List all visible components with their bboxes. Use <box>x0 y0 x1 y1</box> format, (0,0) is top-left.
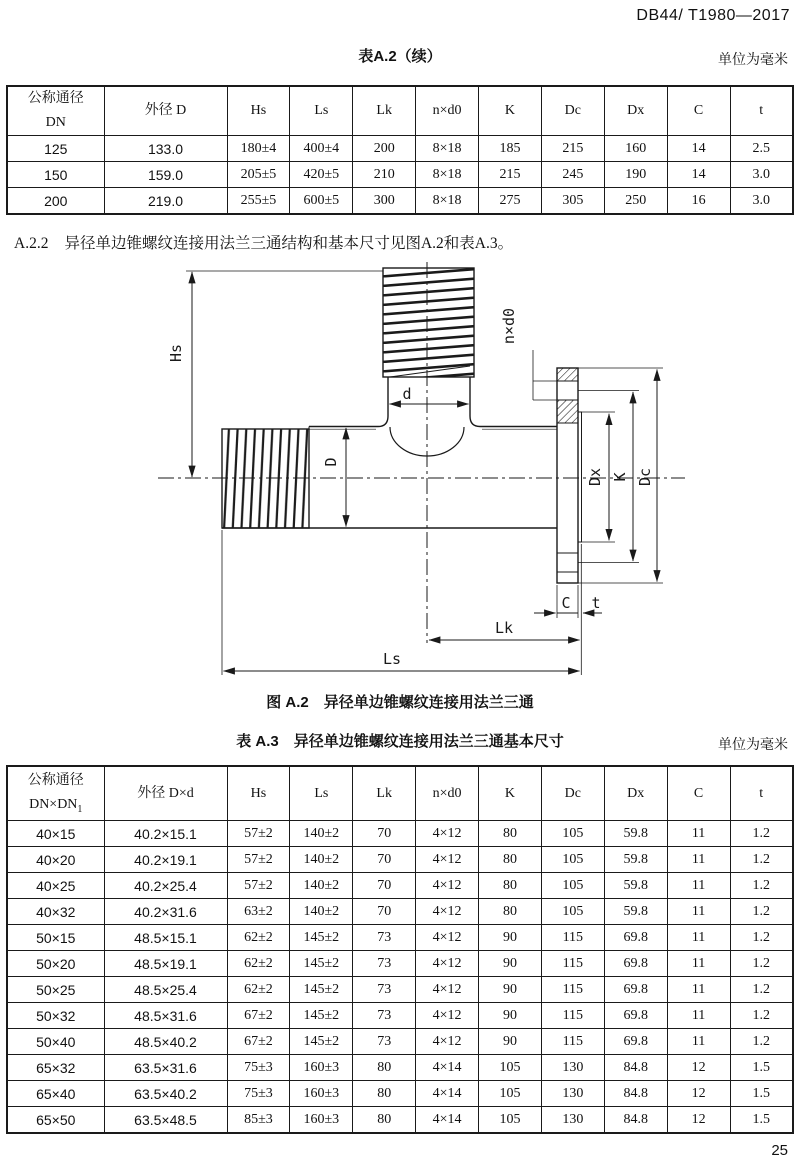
header-cell: Dc <box>541 86 604 136</box>
table-cell: 40×25 <box>7 873 104 899</box>
table-cell: 4×12 <box>416 951 479 977</box>
table-cell: 300 <box>353 188 416 215</box>
table-cell: 145±2 <box>290 951 353 977</box>
table-cell: 62±2 <box>227 977 290 1003</box>
table-cell: 1.2 <box>730 925 793 951</box>
table-cell: 4×12 <box>416 847 479 873</box>
table-cell: 63.5×31.6 <box>104 1055 227 1081</box>
table-cell: 40×32 <box>7 899 104 925</box>
table-cell: 140±2 <box>290 821 353 847</box>
dim-label-dc: Dc <box>636 467 654 487</box>
table-cell: 275 <box>479 188 542 215</box>
table-cell: 48.5×15.1 <box>104 925 227 951</box>
table-cell: 63±2 <box>227 899 290 925</box>
table-a2 <box>6 85 794 215</box>
table-cell: 80 <box>479 847 542 873</box>
table-cell: 57±2 <box>227 847 290 873</box>
table-cell: 4×12 <box>416 899 479 925</box>
table-cell: 150 <box>7 162 104 188</box>
table-cell: 69.8 <box>604 925 667 951</box>
table-row <box>7 1107 793 1134</box>
table-cell: 145±2 <box>290 1003 353 1029</box>
table-cell: 59.8 <box>604 873 667 899</box>
table-cell: 159.0 <box>104 162 227 188</box>
figure-a2-caption: 图 A.2 异径单边锥螺纹连接用法兰三通 <box>266 694 534 711</box>
table-cell: 11 <box>667 977 730 1003</box>
table-cell: 65×40 <box>7 1081 104 1107</box>
table-row <box>7 925 793 951</box>
table-cell: 12 <box>667 1055 730 1081</box>
table-cell: 11 <box>667 1029 730 1055</box>
page-number: 25 <box>771 1142 788 1159</box>
table-row <box>7 873 793 899</box>
table-cell: 12 <box>667 1081 730 1107</box>
table-cell: 40.2×25.4 <box>104 873 227 899</box>
table-cell: 50×20 <box>7 951 104 977</box>
dim-label-nxd0: n×d0 <box>500 307 518 345</box>
table-cell: 180±4 <box>227 136 290 162</box>
table-cell: 140±2 <box>290 847 353 873</box>
table-cell: 215 <box>541 136 604 162</box>
table-cell: 84.8 <box>604 1107 667 1134</box>
table-cell: 73 <box>353 1029 416 1055</box>
table-row <box>7 899 793 925</box>
table-cell: 11 <box>667 847 730 873</box>
table-row <box>7 977 793 1003</box>
flange <box>557 368 582 583</box>
table-cell: 105 <box>541 847 604 873</box>
table-cell: 305 <box>541 188 604 215</box>
table-cell: 80 <box>353 1107 416 1134</box>
table-cell: 115 <box>541 1029 604 1055</box>
table-header-row <box>7 86 793 136</box>
table-row <box>7 847 793 873</box>
table-cell: 1.5 <box>730 1055 793 1081</box>
table-cell: 2.5 <box>730 136 793 162</box>
header-cell: C <box>667 766 730 821</box>
header-cell: Hs <box>227 86 290 136</box>
table-cell: 14 <box>667 162 730 188</box>
header-cell: n×d0 <box>416 86 479 136</box>
table-cell: 73 <box>353 1003 416 1029</box>
dim-label-d: d <box>402 385 412 403</box>
table-a2-title: 表A.2（续） <box>358 48 442 65</box>
table-cell: 105 <box>479 1107 542 1134</box>
table-cell: 245 <box>541 162 604 188</box>
table-cell: 190 <box>604 162 667 188</box>
table-cell: 105 <box>541 899 604 925</box>
table-cell: 67±2 <box>227 1003 290 1029</box>
table-a2-unit-note: 单位为毫米 <box>718 53 788 68</box>
table-row <box>7 136 793 162</box>
table-cell: 160±3 <box>290 1055 353 1081</box>
table-cell: 160±3 <box>290 1107 353 1134</box>
table-cell: 59.8 <box>604 899 667 925</box>
table-cell: 70 <box>353 821 416 847</box>
table-cell: 73 <box>353 977 416 1003</box>
header-cell: 外径 D×d <box>104 766 227 821</box>
table-cell: 115 <box>541 925 604 951</box>
table-row <box>7 821 793 847</box>
table-cell: 70 <box>353 873 416 899</box>
table-cell: 65×50 <box>7 1107 104 1134</box>
table-cell: 50×25 <box>7 977 104 1003</box>
table-cell: 133.0 <box>104 136 227 162</box>
table-cell: 40×20 <box>7 847 104 873</box>
table-cell: 130 <box>541 1081 604 1107</box>
table-cell: 105 <box>479 1081 542 1107</box>
header-cell: Hs <box>227 766 290 821</box>
table-cell: 70 <box>353 899 416 925</box>
table-cell: 11 <box>667 821 730 847</box>
header-cell: n×d0 <box>416 766 479 821</box>
table-cell: 1.5 <box>730 1081 793 1107</box>
header-cell: Dx <box>604 86 667 136</box>
table-cell: 1.2 <box>730 1029 793 1055</box>
table-cell: 8×18 <box>416 136 479 162</box>
table-cell: 4×14 <box>416 1081 479 1107</box>
table-cell: 4×12 <box>416 873 479 899</box>
header-cell: 公称通径 $DN\times DN_1$ <box>7 766 104 821</box>
dim-label-lk: Lk <box>494 619 514 637</box>
header-cell: Lk <box>353 766 416 821</box>
table-cell: 67±2 <box>227 1029 290 1055</box>
table-cell: 84.8 <box>604 1081 667 1107</box>
table-cell: 160 <box>604 136 667 162</box>
header-cell: Ls <box>290 766 353 821</box>
table-cell: 69.8 <box>604 951 667 977</box>
table-cell: 48.5×31.6 <box>104 1003 227 1029</box>
table-cell: 4×12 <box>416 821 479 847</box>
table-cell: 255±5 <box>227 188 290 215</box>
table-cell: 80 <box>479 899 542 925</box>
table-header-row <box>7 766 793 821</box>
table-a3 <box>6 765 794 1134</box>
table-cell: 130 <box>541 1107 604 1134</box>
table-cell: 115 <box>541 951 604 977</box>
table-cell: 62±2 <box>227 951 290 977</box>
section-text: 异径单边锥螺纹连接用法兰三通结构和基本尺寸见图A.2和表A.3。 <box>64 235 514 252</box>
table-cell: 4×14 <box>416 1055 479 1081</box>
table-row <box>7 1003 793 1029</box>
table-cell: 90 <box>479 977 542 1003</box>
table-cell: 1.2 <box>730 847 793 873</box>
header-cell: Lk <box>353 86 416 136</box>
table-cell: 16 <box>667 188 730 215</box>
table-cell: 145±2 <box>290 977 353 1003</box>
table-cell: 14 <box>667 136 730 162</box>
table-cell: 1.2 <box>730 873 793 899</box>
table-cell: 11 <box>667 1003 730 1029</box>
table-cell: 11 <box>667 925 730 951</box>
header-cell: K <box>479 766 542 821</box>
table-cell: 57±2 <box>227 873 290 899</box>
table-cell: 65×32 <box>7 1055 104 1081</box>
table-cell: 210 <box>353 162 416 188</box>
table-cell: 84.8 <box>604 1055 667 1081</box>
table-cell: 90 <box>479 951 542 977</box>
dim-label-dx: Dx <box>586 467 604 487</box>
header-cell: 外径 D <box>104 86 227 136</box>
table-cell: 115 <box>541 1003 604 1029</box>
table-cell: 145±2 <box>290 1029 353 1055</box>
table-cell: 1.2 <box>730 899 793 925</box>
table-cell: 40.2×31.6 <box>104 899 227 925</box>
table-cell: 80 <box>353 1081 416 1107</box>
table-cell: 420±5 <box>290 162 353 188</box>
table-cell: 4×12 <box>416 925 479 951</box>
table-cell: 90 <box>479 1029 542 1055</box>
table-a3-title: 表 A.3 异径单边锥螺纹连接用法兰三通基本尺寸 <box>236 733 564 750</box>
figure-a2-drawing <box>100 258 700 683</box>
table-cell: 400±4 <box>290 136 353 162</box>
table-cell: 105 <box>541 873 604 899</box>
table-row <box>7 1055 793 1081</box>
table-cell: 90 <box>479 925 542 951</box>
header-cell: Ls <box>290 86 353 136</box>
dim-label-t: t <box>591 594 601 612</box>
table-cell: 48.5×40.2 <box>104 1029 227 1055</box>
table-cell: 73 <box>353 951 416 977</box>
table-cell: 48.5×25.4 <box>104 977 227 1003</box>
table-row <box>7 1081 793 1107</box>
table-cell: 125 <box>7 136 104 162</box>
dim-label-hs: Hs <box>167 343 185 363</box>
table-cell: 73 <box>353 925 416 951</box>
table-cell: 11 <box>667 951 730 977</box>
table-cell: 200 <box>353 136 416 162</box>
table-cell: 8×18 <box>416 188 479 215</box>
table-cell: 130 <box>541 1055 604 1081</box>
table-cell: 75±3 <box>227 1081 290 1107</box>
dim-label-k: K <box>611 472 629 482</box>
table-cell: 80 <box>479 821 542 847</box>
table-cell: 80 <box>353 1055 416 1081</box>
header-cell: Dx <box>604 766 667 821</box>
table-cell: 185 <box>479 136 542 162</box>
table-cell: 50×40 <box>7 1029 104 1055</box>
table-cell: 600±5 <box>290 188 353 215</box>
table-cell: 160±3 <box>290 1081 353 1107</box>
table-cell: 85±3 <box>227 1107 290 1134</box>
table-cell: 80 <box>479 873 542 899</box>
header-cell: t <box>730 86 793 136</box>
table-row <box>7 1029 793 1055</box>
table-cell: 63.5×40.2 <box>104 1081 227 1107</box>
table-cell: 140±2 <box>290 899 353 925</box>
header-cell: Dc <box>541 766 604 821</box>
table-cell: 69.8 <box>604 1029 667 1055</box>
table-cell: 90 <box>479 1003 542 1029</box>
table-cell: 105 <box>479 1055 542 1081</box>
table-cell: 3.0 <box>730 162 793 188</box>
dim-label-D: D <box>322 457 340 467</box>
table-cell: 140±2 <box>290 873 353 899</box>
table-cell: 1.2 <box>730 951 793 977</box>
table-a3-unit-note: 单位为毫米 <box>718 738 788 753</box>
table-cell: 63.5×48.5 <box>104 1107 227 1134</box>
table-cell: 69.8 <box>604 977 667 1003</box>
section-a22 <box>14 231 513 253</box>
table-cell: 57±2 <box>227 821 290 847</box>
table-cell: 59.8 <box>604 847 667 873</box>
header-cell: t <box>730 766 793 821</box>
table-cell: 4×14 <box>416 1107 479 1134</box>
table-cell: 59.8 <box>604 821 667 847</box>
table-cell: 8×18 <box>416 162 479 188</box>
table-cell: 40×15 <box>7 821 104 847</box>
table-cell: 50×32 <box>7 1003 104 1029</box>
header-cell: C <box>667 86 730 136</box>
table-cell: 200 <box>7 188 104 215</box>
table-cell: 4×12 <box>416 977 479 1003</box>
table-cell: 62±2 <box>227 925 290 951</box>
table-cell: 1.2 <box>730 1003 793 1029</box>
table-cell: 11 <box>667 899 730 925</box>
table-cell: 11 <box>667 873 730 899</box>
section-number: A.2.2 <box>14 235 49 252</box>
table-cell: 219.0 <box>104 188 227 215</box>
table-cell: 70 <box>353 847 416 873</box>
table-row <box>7 162 793 188</box>
table-cell: 1.2 <box>730 977 793 1003</box>
table-cell: 205±5 <box>227 162 290 188</box>
table-cell: 48.5×19.1 <box>104 951 227 977</box>
table-cell: 115 <box>541 977 604 1003</box>
header-cell: K <box>479 86 542 136</box>
table-cell: 250 <box>604 188 667 215</box>
branch-pipe <box>378 268 480 427</box>
dim-label-ls: Ls <box>382 650 402 668</box>
table-cell: 12 <box>667 1107 730 1134</box>
table-cell: 50×15 <box>7 925 104 951</box>
table-cell: 1.5 <box>730 1107 793 1134</box>
table-cell: 105 <box>541 821 604 847</box>
table-row <box>7 951 793 977</box>
table-cell: 4×12 <box>416 1029 479 1055</box>
header-cell: 公称通径 DN <box>7 86 104 136</box>
table-row <box>7 188 793 215</box>
table-cell: 40.2×19.1 <box>104 847 227 873</box>
table-cell: 215 <box>479 162 542 188</box>
dim-label-c: C <box>561 594 571 612</box>
doc-number: DB44/ T1980—2017 <box>636 7 790 24</box>
table-cell: 75±3 <box>227 1055 290 1081</box>
table-cell: 69.8 <box>604 1003 667 1029</box>
table-cell: 4×12 <box>416 1003 479 1029</box>
table-cell: 40.2×15.1 <box>104 821 227 847</box>
table-cell: 1.2 <box>730 821 793 847</box>
table-cell: 145±2 <box>290 925 353 951</box>
table-cell: 3.0 <box>730 188 793 215</box>
